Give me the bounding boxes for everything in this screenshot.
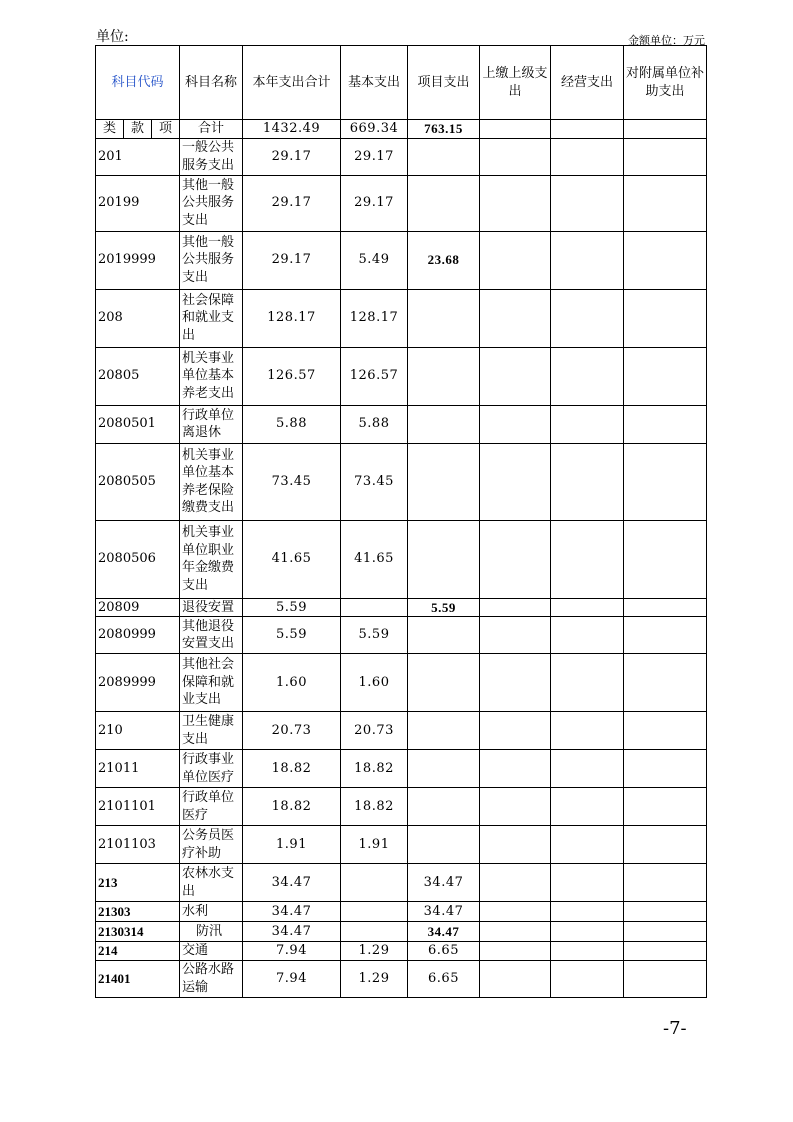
row-basic: 73.45 [341,443,408,520]
row-total: 34.47 [243,864,341,902]
row-project: 23.68 [408,231,480,289]
row-basic: 1.60 [341,654,408,712]
row-business [551,520,624,598]
subheader-row [96,120,707,139]
header-business: 经营支出 [551,46,624,120]
row-name: 退役安置 [180,598,243,617]
header-upper: 上缴上级支出 [480,46,551,120]
subheader-sum-label: 合计 [180,120,243,139]
row-subsidy [624,942,707,961]
row-code: 214 [96,942,180,961]
row-upper [480,347,551,405]
row-basic: 5.49 [341,231,408,289]
row-code: 20199 [96,175,180,231]
row-upper [480,520,551,598]
subheader-upper [480,120,551,139]
header-project: 项目支出 [408,46,480,120]
table-row [96,750,707,788]
row-name: 其他社会保障和就业支出 [180,654,243,712]
table-row [96,231,707,289]
row-code: 2080501 [96,405,180,443]
row-name: 行政单位离退休 [180,405,243,443]
row-total: 5.59 [243,598,341,617]
row-code: 201 [96,138,180,175]
row-subsidy [624,231,707,289]
row-business [551,750,624,788]
column-header-row [96,46,707,120]
row-total: 34.47 [243,902,341,922]
row-subsidy [624,922,707,942]
row-name: 机关事业单位基本养老保险缴费支出 [180,443,243,520]
row-business [551,654,624,712]
row-business [551,826,624,864]
table-row [96,405,707,443]
row-subsidy [624,826,707,864]
row-basic [341,598,408,617]
row-name: 其他退役安置支出 [180,617,243,654]
table-row [96,654,707,712]
table-row [96,347,707,405]
subheader-lei: 类 [96,120,124,139]
table-row [96,617,707,654]
row-code: 208 [96,289,180,347]
row-name: 其他一般公共服务支出 [180,231,243,289]
row-upper [480,617,551,654]
row-basic: 18.82 [341,788,408,826]
row-total: 18.82 [243,788,341,826]
row-subsidy [624,289,707,347]
row-upper [480,231,551,289]
row-upper [480,175,551,231]
row-code: 21011 [96,750,180,788]
row-project [408,347,480,405]
row-upper [480,788,551,826]
row-upper [480,598,551,617]
row-subsidy [624,443,707,520]
row-code: 2101103 [96,826,180,864]
table-row [96,788,707,826]
row-business [551,864,624,902]
row-basic: 18.82 [341,750,408,788]
row-basic: 29.17 [341,175,408,231]
row-basic: 5.59 [341,617,408,654]
row-subsidy [624,788,707,826]
row-project: 6.65 [408,942,480,961]
table-row [96,289,707,347]
row-project: 34.47 [408,864,480,902]
table-row [96,175,707,231]
row-subsidy [624,347,707,405]
row-business [551,405,624,443]
row-business [551,175,624,231]
table-row [96,960,707,997]
row-upper [480,750,551,788]
row-project [408,443,480,520]
header-name: 科目名称 [180,46,243,120]
row-business [551,289,624,347]
row-basic: 126.57 [341,347,408,405]
row-basic: 29.17 [341,138,408,175]
row-name: 社会保障和就业支出 [180,289,243,347]
row-name: 一般公共服务支出 [180,138,243,175]
row-upper [480,826,551,864]
row-name: 机关事业单位基本养老支出 [180,347,243,405]
row-basic [341,902,408,922]
row-name: 其他一般公共服务支出 [180,175,243,231]
row-business [551,960,624,997]
row-name: 交通 [180,942,243,961]
row-business [551,788,624,826]
row-business [551,942,624,961]
row-project: 6.65 [408,960,480,997]
row-code: 2080999 [96,617,180,654]
subheader-xiang: 项 [152,120,180,139]
row-subsidy [624,654,707,712]
row-code: 2130314 [96,922,180,942]
row-project [408,405,480,443]
row-upper [480,138,551,175]
row-project [408,617,480,654]
row-code: 2080505 [96,443,180,520]
row-upper [480,289,551,347]
row-total: 1.91 [243,826,341,864]
row-basic: 1.91 [341,826,408,864]
row-name: 公路水路运输 [180,960,243,997]
row-name: 农林水支出 [180,864,243,902]
row-subsidy [624,960,707,997]
table-row [96,826,707,864]
row-name: 水利 [180,902,243,922]
row-upper [480,902,551,922]
row-basic: 1.29 [341,960,408,997]
subheader-total: 1432.49 [243,120,341,139]
row-name: 公务员医疗补助 [180,826,243,864]
row-project [408,712,480,750]
table-row [96,443,707,520]
row-basic: 1.29 [341,942,408,961]
row-total: 29.17 [243,138,341,175]
table-row [96,712,707,750]
row-project: 34.47 [408,922,480,942]
row-upper [480,712,551,750]
row-basic [341,864,408,902]
row-total: 5.59 [243,617,341,654]
row-upper [480,942,551,961]
row-subsidy [624,902,707,922]
row-project [408,175,480,231]
row-business [551,902,624,922]
row-code: 2080506 [96,520,180,598]
row-basic: 41.65 [341,520,408,598]
row-project: 34.47 [408,902,480,922]
row-total: 126.57 [243,347,341,405]
table-row [96,942,707,961]
row-name: 防汛 [180,922,243,942]
table-row [96,902,707,922]
table-row [96,138,707,175]
row-subsidy [624,138,707,175]
row-total: 7.94 [243,960,341,997]
row-upper [480,654,551,712]
row-upper [480,864,551,902]
header-basic: 基本支出 [341,46,408,120]
row-upper [480,443,551,520]
row-project [408,520,480,598]
table-row [96,864,707,902]
row-basic: 128.17 [341,289,408,347]
subheader-basic: 669.34 [341,120,408,139]
amount-unit-label: 金额单位：万元 [628,34,705,47]
row-project [408,826,480,864]
row-business [551,231,624,289]
page-number: -7- [663,1018,687,1039]
subheader-subsidy [624,120,707,139]
row-subsidy [624,864,707,902]
header-total: 本年支出合计 [243,46,341,120]
row-total: 73.45 [243,443,341,520]
row-total: 29.17 [243,231,341,289]
row-code: 20805 [96,347,180,405]
row-subsidy [624,617,707,654]
row-business [551,712,624,750]
row-code: 21303 [96,902,180,922]
row-basic [341,922,408,942]
table-row [96,598,707,617]
row-subsidy [624,712,707,750]
row-subsidy [624,598,707,617]
row-code: 2019999 [96,231,180,289]
row-name: 行政事业单位医疗 [180,750,243,788]
row-total: 41.65 [243,520,341,598]
row-project [408,289,480,347]
row-total: 18.82 [243,750,341,788]
row-code: 21401 [96,960,180,997]
row-code: 210 [96,712,180,750]
row-name: 机关事业单位职业年金缴费支出 [180,520,243,598]
row-business [551,138,624,175]
row-name: 卫生健康支出 [180,712,243,750]
row-subsidy [624,405,707,443]
row-business [551,443,624,520]
subheader-project: 763.15 [408,120,480,139]
row-code: 2089999 [96,654,180,712]
row-code: 2101101 [96,788,180,826]
header-code: 科目代码 [96,46,180,120]
row-business [551,922,624,942]
row-upper [480,922,551,942]
row-total: 34.47 [243,922,341,942]
row-business [551,617,624,654]
row-upper [480,960,551,997]
row-total: 20.73 [243,712,341,750]
row-subsidy [624,520,707,598]
row-total: 1.60 [243,654,341,712]
row-subsidy [624,175,707,231]
row-total: 5.88 [243,405,341,443]
row-project [408,788,480,826]
row-basic: 5.88 [341,405,408,443]
row-project [408,138,480,175]
header-subsidy: 对附属单位补助支出 [624,46,707,120]
row-basic: 20.73 [341,712,408,750]
unit-label: 单位: [96,29,129,45]
expenditure-table [95,45,707,998]
row-subsidy [624,750,707,788]
row-code: 213 [96,864,180,902]
row-project [408,750,480,788]
row-upper [480,405,551,443]
row-code: 20809 [96,598,180,617]
table-row [96,520,707,598]
table-row [96,922,707,942]
row-total: 128.17 [243,289,341,347]
row-total: 29.17 [243,175,341,231]
row-project [408,654,480,712]
subheader-kuan: 款 [124,120,152,139]
row-business [551,598,624,617]
subheader-business [551,120,624,139]
row-name: 行政单位医疗 [180,788,243,826]
row-project: 5.59 [408,598,480,617]
row-business [551,347,624,405]
row-total: 7.94 [243,942,341,961]
